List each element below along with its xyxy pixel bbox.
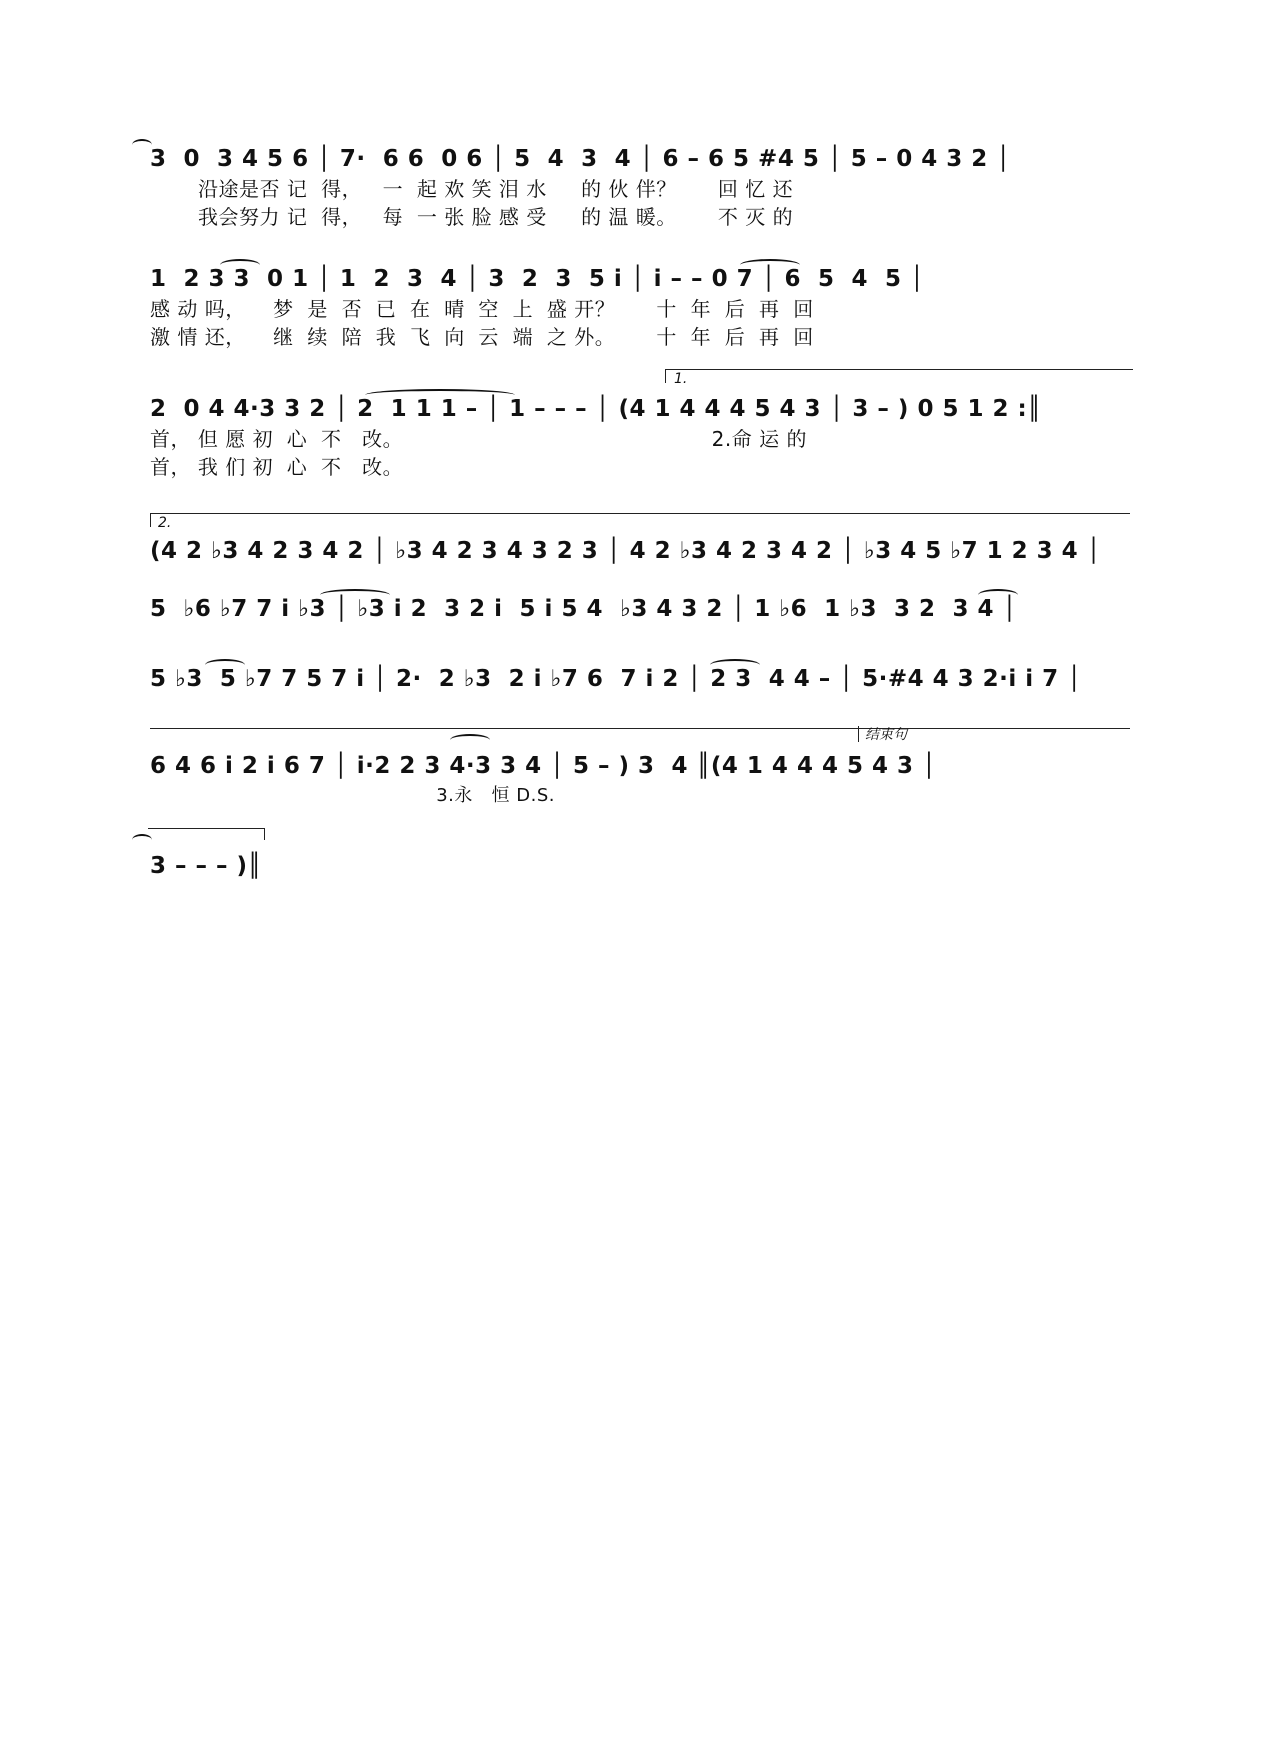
notation-line-5: 5 ♭6 ♭7 7 i ♭3 │ ♭3 i 2 3 2 i 5 i 5 4 ♭3 4 3 2 │ 1 ♭6 1 ♭3 3 2 3 4 │: [150, 596, 1017, 622]
lyrics-line-7: 3.永 恒 D.S.: [150, 785, 555, 806]
score-line-4: [150, 515, 1130, 595]
notation-line-1: 3 0 3 4 5 6 │ 7· 6 6 0 6 │ 5 4 3 4 │ 6 – 6 5 #4 5 │ 5 – 0 4 3 2 │: [150, 146, 1011, 172]
notation-line-7: 6 4 6 i 2 i 6 7 │ i·2 2 3 4·3 3 4 │ 5 – ) 3 4 ║(4 1 4 4 4 5 4 3 │: [150, 753, 937, 779]
tie-mark: [132, 834, 152, 846]
lyrics-line-2-verse-2: 激 情 还， 继 续 陪 我 飞 向 云 端 之 外。 十 年 后 再 回: [150, 325, 814, 349]
tie-mark: [132, 139, 152, 151]
volta-bracket-1: [665, 369, 1133, 370]
lyrics-line-2-verse-1: 感 动 吗， 梦 是 否 已 在 晴 空 上 盛 开？ 十 年 后 再 回: [150, 297, 814, 321]
volta-bracket-2: [150, 513, 1130, 514]
score-line-8: [150, 840, 1130, 880]
notation-line-8: 3 – – – )║: [150, 853, 262, 879]
score-line-7: [150, 727, 1130, 830]
score-line-1: [150, 145, 1130, 245]
lyrics-line-3-verse-1: 首， 但 愿 初 心 不 改。 2.命 运 的: [150, 427, 807, 451]
notation-line-2: 1 2 3 3 0 1 │ 1 2 3 4 │ 3 2 3 5 i │ i – – 0 7 │ 6 5 4 5 │: [150, 266, 925, 292]
volta-label-1: 1.: [674, 371, 688, 387]
ending-label: 结束句: [865, 727, 907, 743]
score-line-5: [150, 595, 1130, 655]
tie-mark: [450, 734, 490, 746]
notation-line-6: 5 ♭3 5 ♭7 7 5 7 i │ 2· 2 ♭3 2 i ♭7 6 7 i 2 │ 2 3 4 4 – │ 5·#4 4 3 2·i i 7 │: [150, 666, 1082, 692]
score-line-3: [150, 371, 1130, 495]
volta-bracket-1-left: [665, 369, 666, 383]
bracket-end: [148, 828, 264, 829]
lyrics-line-3-verse-2: 首， 我 们 初 心 不 改。: [150, 455, 404, 479]
volta-bracket-2-left: [150, 513, 151, 527]
lyrics-line-1-verse-1: 沿途是否 记 得， 一 起 欢 笑 泪 水 的 伙 伴？ 回 忆 还: [150, 177, 794, 201]
bracket-end-right: [264, 828, 265, 840]
notation-line-4: (4 2 ♭3 4 2 3 4 2 │ ♭3 4 2 3 4 3 2 3 │ 4 2 ♭3 4 2 3 4 2 │ ♭3 4 5 ♭7 1 2 3 4 │: [150, 538, 1102, 564]
ending-bracket-marker: [858, 726, 859, 742]
score-line-2: [150, 265, 1130, 365]
notation-line-3: 2 0 4 4·3 3 2 │ 2 1 1 1 – │ 1 – – – │ (4 1 4 4 4 5 4 3 │ 3 – ) 0 5 1 2 :║: [150, 396, 1042, 422]
ending-bracket: [150, 728, 1130, 729]
lyrics-line-1-verse-2: 我会努力 记 得， 每 一 张 脸 感 受 的 温 暖。 不 灭 的: [150, 205, 794, 229]
volta-label-2: 2.: [158, 515, 172, 531]
score-line-6: [150, 665, 1130, 725]
